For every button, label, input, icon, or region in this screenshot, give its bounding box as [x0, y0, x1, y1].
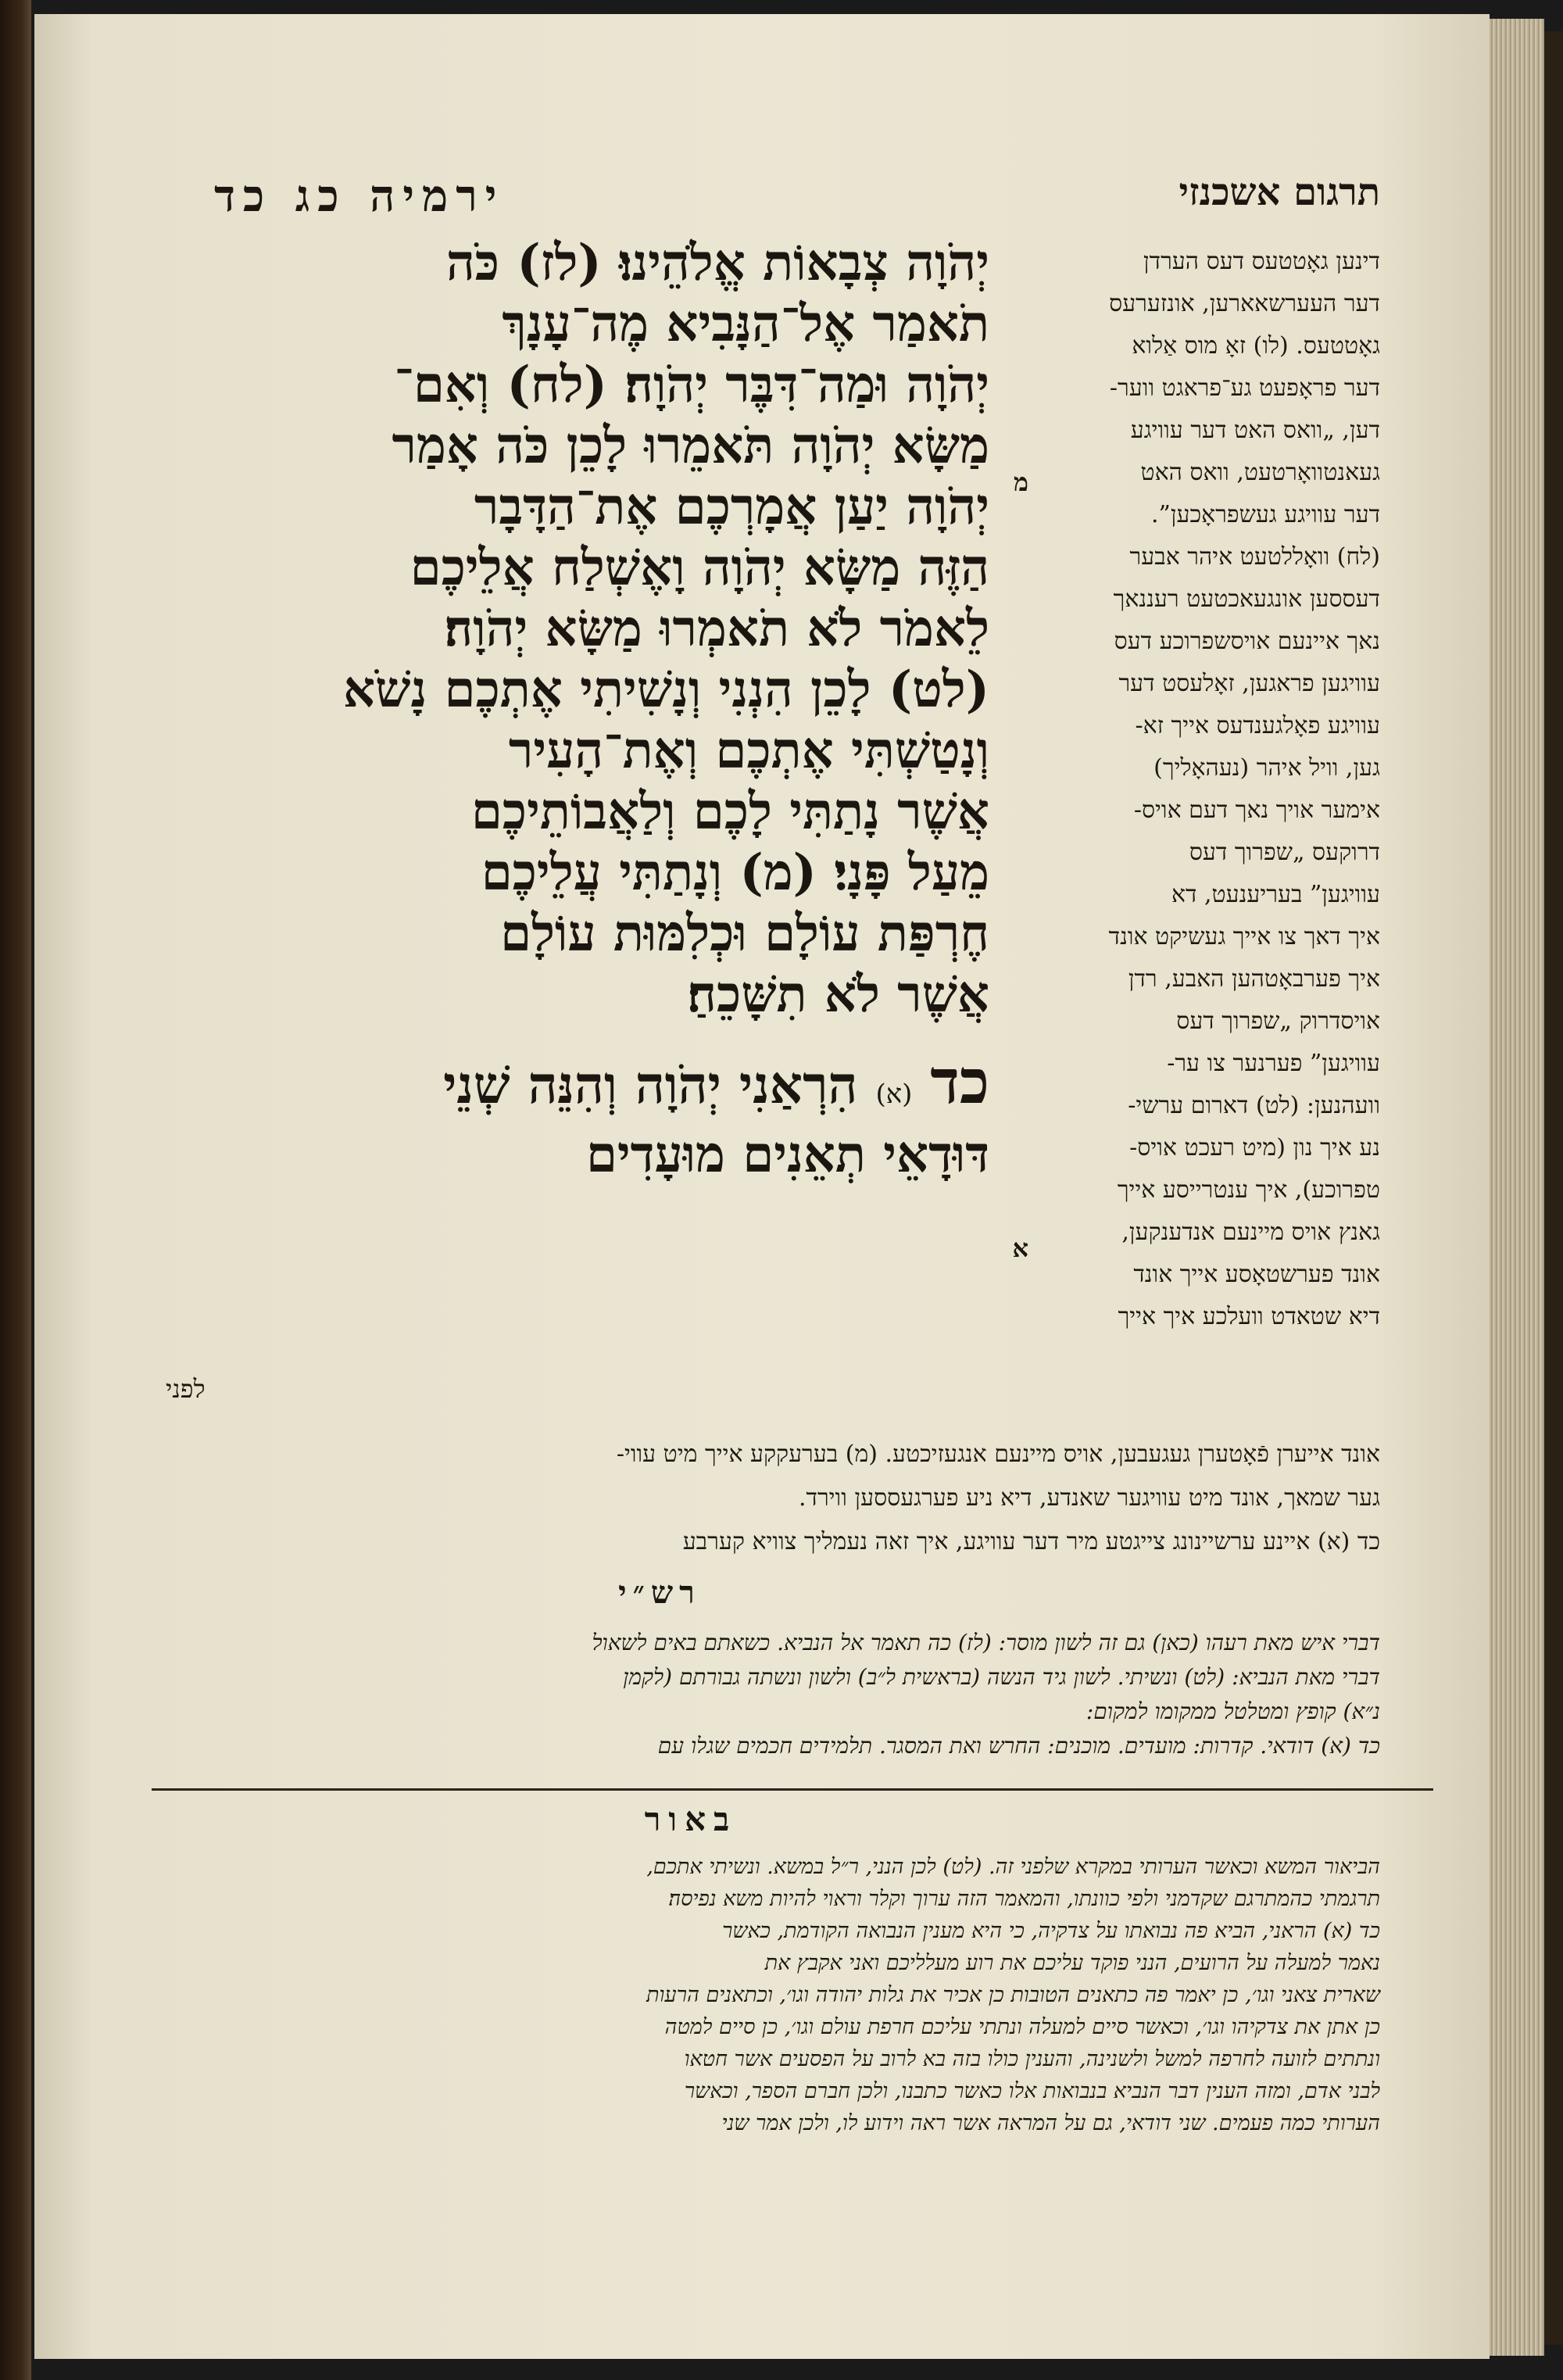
hebrew-line: מֵעַל פָּנָי׃ (מ) וְנָתַתִּי עֲלֵיכֶם — [481, 843, 989, 902]
book-page — [34, 14, 1490, 2359]
book-back-edge — [1544, 31, 1563, 2345]
section-divider — [152, 1788, 1433, 1791]
commentary-line: דברי איש מאת רעהו (כאן) גם זה לשון מוסר: (לז) כה תאמר אל הנביא. כשאתם באים לשאול — [592, 1630, 1380, 1655]
hebrew-line: יְהֹוָה יַעַן אֲמָרְכֶם אֶת־הַדָּבָר — [474, 478, 989, 536]
translation-line: גער שמאך, אונד מיט עוויגער שאנדע, דיא ניע פערגעססען ווירד. — [798, 1484, 1380, 1512]
translation-line: טפרוכע), איך ענטרייסע אייך — [1117, 1176, 1380, 1204]
translation-line: אימער אויך נאך דעם אויס- — [1133, 796, 1380, 824]
translation-line: אונד פערשטאָסע אייך אונד — [1133, 1261, 1380, 1288]
page-edges — [1490, 19, 1544, 2356]
translation-line: געאנטוואָרטעט, וואס האט — [1140, 459, 1380, 486]
hebrew-line: הִרְאַנִי יְהֹוָה וְהִנֵּה שְׁנֵי — [443, 1054, 858, 1115]
hebrew-line: הַזֶּה מַשָּׂא יְהֹוָה וָאֶשְׁלַח אֲלֵיכֶם — [410, 539, 989, 597]
translation-line: כד (א) איינע ערשיינונג צייגטע מיר דער עוויגע, איך זאה נעמליך צוויא קערבע — [682, 1528, 1380, 1555]
translation-line: דער העערשאארען, אונזערעס — [1109, 290, 1380, 317]
hebrew-text-column — [200, 233, 989, 1186]
translation-line: עוויגען” בעריענעט, דא — [1171, 881, 1380, 908]
translation-line: נע איך נון (מיט רעכט אויס- — [1129, 1134, 1380, 1161]
commentary-line: תרגמתי כהמתרגם שקדמני ולפי כוונתו, והמאמר הזה ערוך וקלר וראוי להיות משא נפיסה׃ — [668, 1887, 1380, 1911]
verse-number: (א) — [875, 1079, 913, 1110]
translation-line: גאנץ אויס מיינעם אנדענקען, — [1121, 1219, 1380, 1246]
chapter-number: כד — [930, 1047, 989, 1118]
hebrew-line: אֲשֶׁר נָתַתִּי לָכֶם וְלַאֲבוֹתֵיכֶם — [470, 782, 989, 841]
biur-commentary — [98, 1851, 1380, 2139]
chapter-opening-line — [200, 1047, 989, 1125]
translation-line: איך דאך צו אייך געשיקט אונד — [1108, 923, 1380, 950]
hebrew-line: יְהֹוָה צְבָאוֹת אֱלֹהֵינוּ׃ (לז) כֹּה — [445, 234, 989, 292]
translation-column — [1036, 241, 1380, 1338]
translation-line: דעססען אונגעאכטעט רעננאך — [1113, 585, 1380, 613]
commentary-line: כד (א) הראני, הביא פה נבואתו על צדקיה, כי היא מענין הנבואה הקודמת, כאשר — [722, 1919, 1380, 1943]
translation-line: עוויגען פראגען, זאָלעסט דער — [1118, 670, 1380, 697]
hebrew-line: וְנָטַשְׁתִּי אֶתְכֶם וְאֶת־הָעִיר — [508, 721, 989, 780]
translation-line: גען, וויל איהר (נעהאָליך) — [1153, 754, 1380, 782]
translation-continuation — [106, 1433, 1380, 1564]
commentary-line: כד (א) דודאי. קדרות: מועדים. מוכנים: החרש ואת המסגר. תלמידים חכמים שגלו עם — [657, 1733, 1380, 1759]
rashi-commentary — [98, 1626, 1380, 1763]
translation-line: אונד אייערן פֿאָטערן געגעבען, אויס מיינעם אנגעזיכטע. (מ) בערעקקע אייך מיט עווי- — [616, 1441, 1380, 1468]
translation-line: איך פערבאָטהען האבע, רדן — [1128, 965, 1380, 993]
translation-line: דינען גאָטטעס דעס הערדן — [1143, 248, 1380, 275]
rashi-heading: רש״י — [618, 1574, 701, 1611]
translation-line: גאָטטעס. (לו) זאָ מוס אַלוא — [1132, 332, 1380, 360]
commentary-line: ונתתים לזועה לחרפה למשל ולשנינה, והענין כולו בזה בא לרוב על הפסעים אשר חטאו — [684, 2047, 1380, 2071]
book-cover-edge — [0, 0, 31, 2380]
header-book-chapter: ירמיה כג כד — [214, 170, 505, 222]
translation-line: דער פראָפעט גע־פראגט ווער- — [1109, 374, 1380, 402]
hebrew-line: יְהֹוָה וּמַה־דִּבֶּר יְהֹוָה׃ (לח) וְאִם־ — [394, 356, 989, 414]
commentary-line: שארית צאני וגו׳, כן יאמר פה כתאנים הטובות כן אכיר את גלות יהודה וגו׳, וכתאנים הרעות — [646, 1983, 1380, 2007]
translation-line: דען, „וואס האט דער עוויגע — [1130, 417, 1380, 444]
hebrew-line: לֵאמֹר לֹא תֹאמְרוּ מַשָּׂא יְהֹוָה׃ — [444, 599, 989, 658]
header-translation-title: תרגום אשכנזי — [1179, 170, 1380, 214]
commentary-line: כן אתן את צדקיהו וגו׳, וכאשר סיים למעלה ונתתי עליכם חרפת עולם וגו׳, כן סיים למטה — [664, 2015, 1380, 2039]
translation-line: דרוקעס „שפרוך דעס — [1189, 839, 1380, 866]
hebrew-line: (לט) לָכֵן הִנְנִי וְנָשִׁיתִי אֶתְכֶם נָשֹׁא — [343, 660, 989, 719]
translation-line: עוויגען” פערנער צו ער- — [1167, 1050, 1380, 1077]
commentary-line: נאמר למעלה על הרועים, הנני פוקד עליכם את רוע מעלליכם ואני אקבץ את — [764, 1951, 1380, 1975]
hebrew-line: תֹאמַר אֶל־הַנָּבִיא מֶה־עָנָךְ — [502, 295, 989, 353]
translation-line: נאך איינעם אויסשפרוכע דעס — [1114, 628, 1380, 655]
hebrew-line: חֶרְפַּת עוֹלָם וּכְלִמּוּת עוֹלָם — [500, 904, 989, 963]
catchword: לפני — [166, 1374, 206, 1404]
commentary-line: הביאור המשא וכאשר הערותי במקרא שלפני זה. (לט) לכן הנני, ר״ל במשא. ונשיתי אתכם, — [646, 1855, 1380, 1879]
translation-line: דיא שטאדט וועלכע איך אייך — [1118, 1303, 1380, 1330]
translation-line: (לח) וואָללטעט איהר אבער — [1129, 543, 1380, 571]
verse-gutter-mark: א — [1012, 1233, 1028, 1263]
commentary-line: דברי מאת הנביא: (לט) ונשיתי. לשון גיד הנשה (בראשית ל״ב) ולשון ונשתה גבורתם (לקמן — [623, 1664, 1380, 1690]
translation-line: אויסדרוק „שפרוך דעס — [1176, 1007, 1380, 1035]
commentary-line: לבני אדם, ומזה הענין דבר הנביא בנבואות אלו כאשר כתבנו, ולכן חברם הספר, וכאשר — [684, 2079, 1380, 2103]
commentary-line: נ״א) קופץ ומטלטל ממקומו למקום: — [1086, 1698, 1380, 1724]
biur-heading: באור — [644, 1800, 738, 1838]
translation-line: דער עוויגע געשפראָכען”. — [1150, 501, 1380, 528]
running-header — [214, 170, 1380, 241]
hebrew-line: אֲשֶׁר לֹא תִשָּׁכֵחַ׃ — [687, 965, 989, 1024]
translation-line: וועהנען: (לט) דארום ערשי- — [1128, 1092, 1380, 1119]
verse-gutter-mark: מ — [1014, 467, 1028, 497]
hebrew-line: דּוּדָאֵי תְאֵנִים מוּעָדִים — [585, 1126, 989, 1184]
commentary-line: הערותי כמה פעמים. שני דודאי, גם על המראה אשר ראה וידוע לו, ולכן אמר שני — [721, 2111, 1380, 2135]
translation-line: עוויגע פאָלגענדעס אייך זא- — [1135, 712, 1380, 739]
hebrew-line: מַשָּׂא יְהֹוָה תֹּאמֵרוּ לָכֵן כֹּה אָמַר — [392, 417, 989, 475]
